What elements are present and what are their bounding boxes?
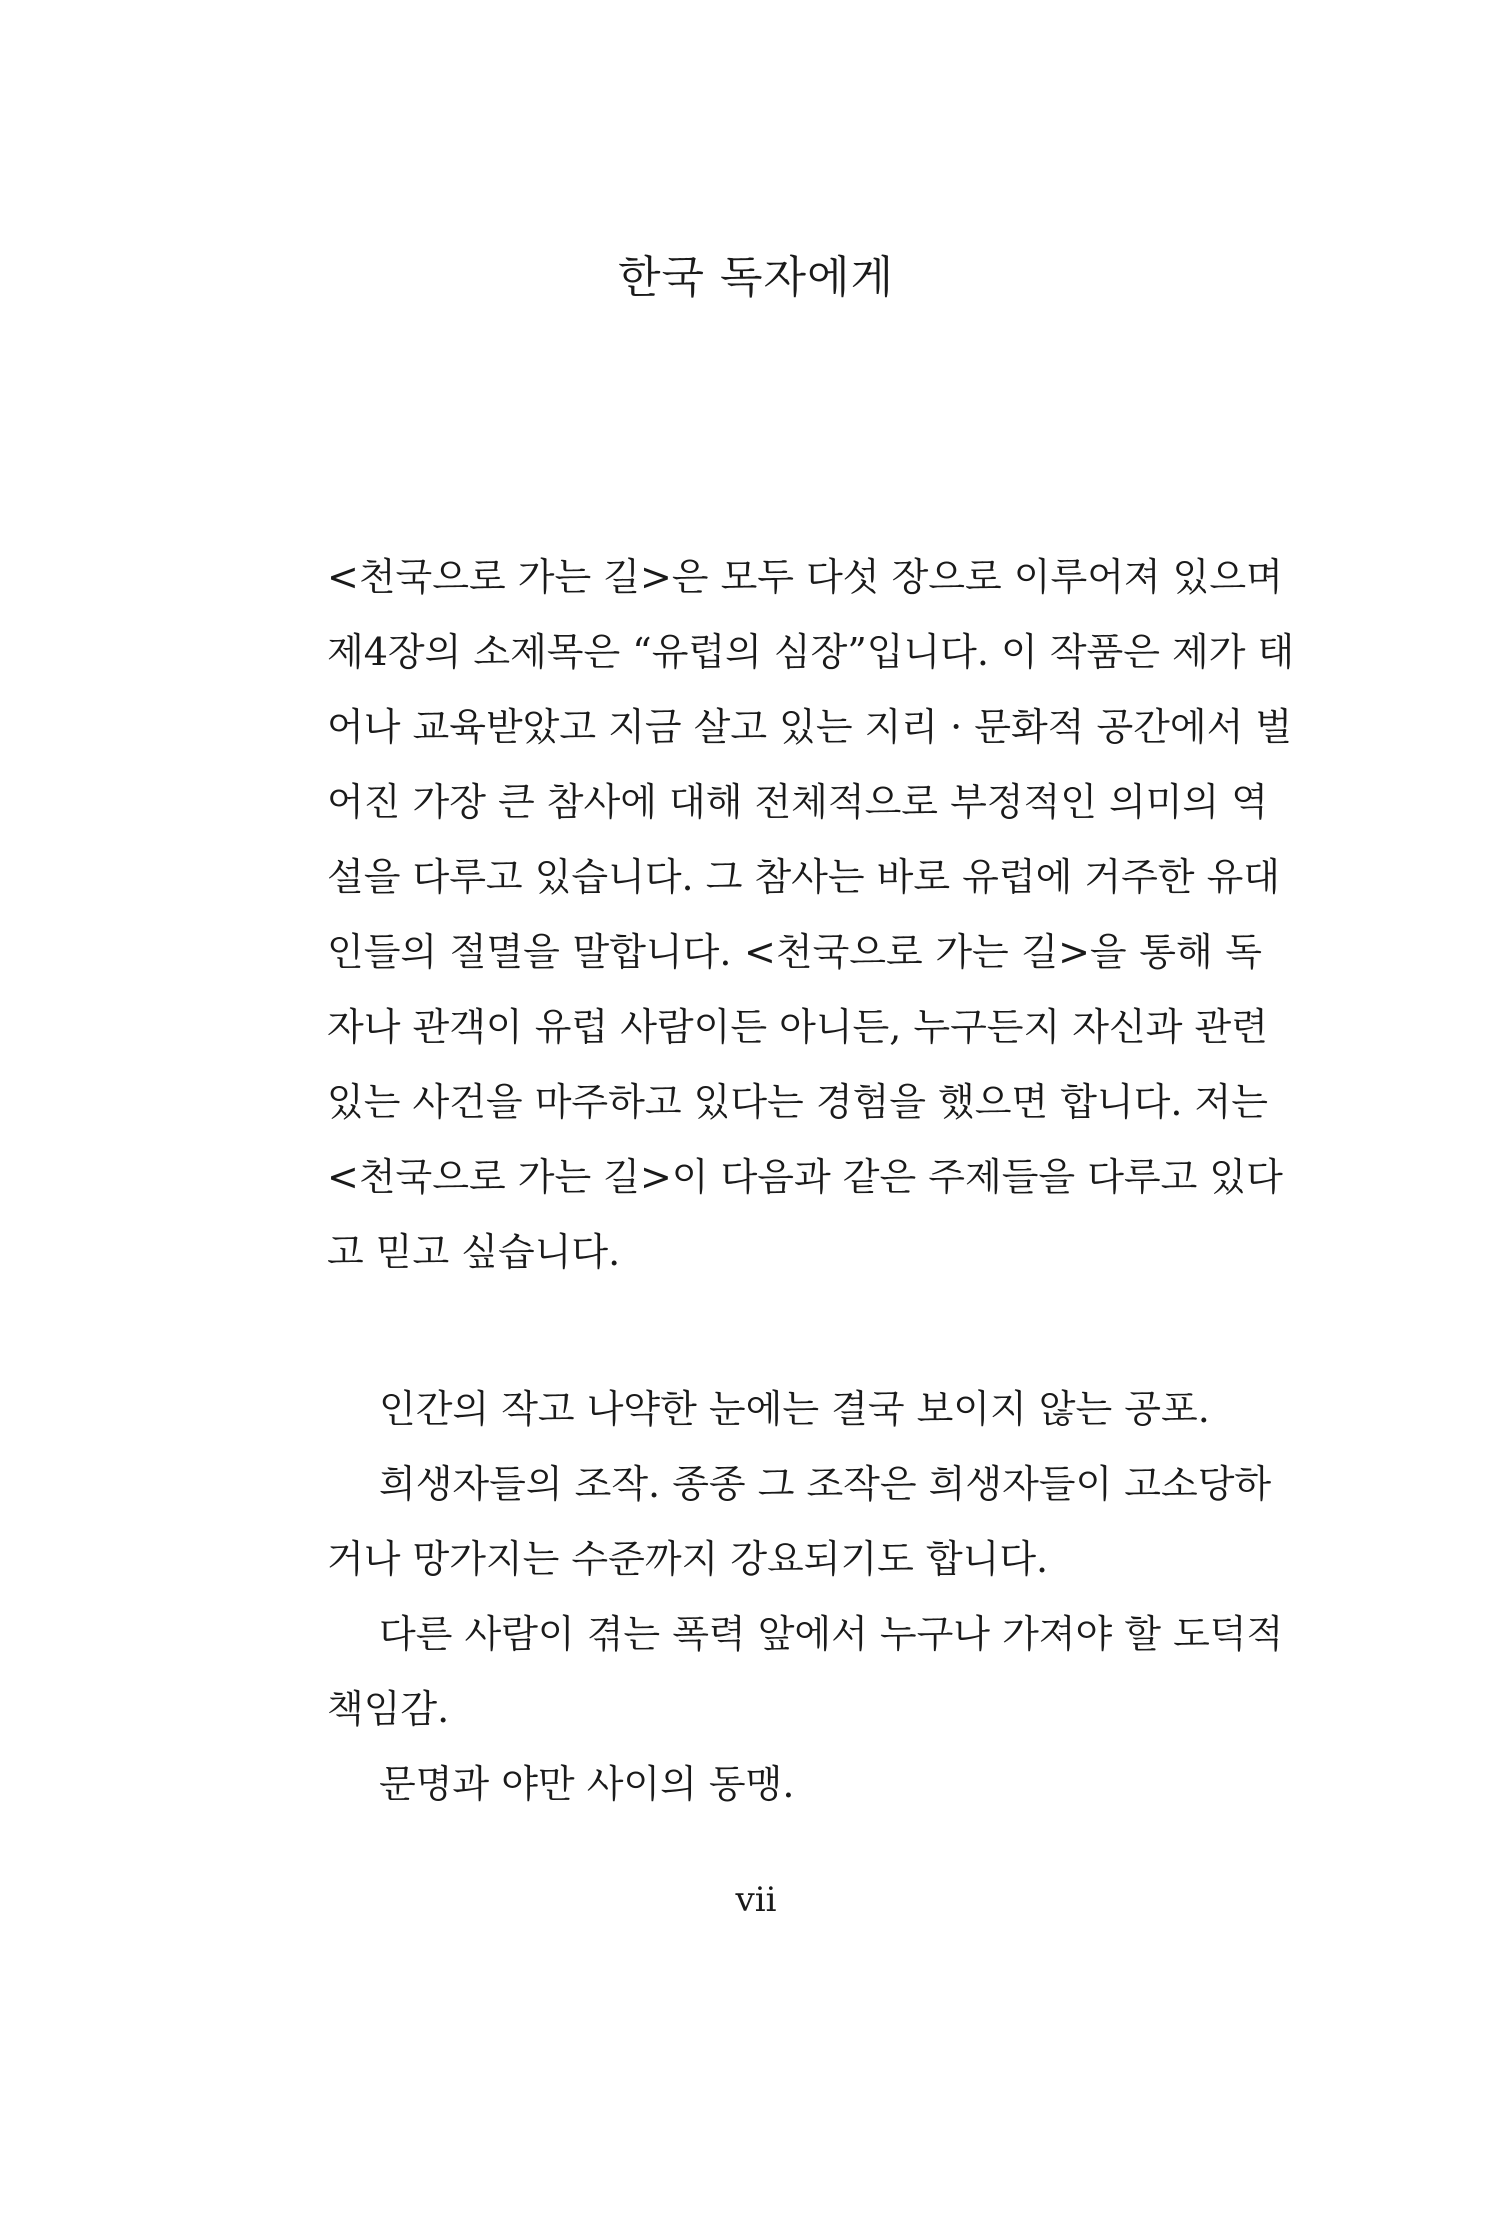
text-line: 인들의 절멸을 말합니다. <천국으로 가는 길>을 통해 독 xyxy=(327,930,1262,974)
text-line: 인간의 작고 나약한 눈에는 결국 보이지 않는 공포. xyxy=(379,1387,1210,1431)
page-title: 한국 독자에게 xyxy=(617,252,894,303)
text-line: 다른 사람이 겪는 폭력 앞에서 누구나 가져야 할 도덕적 xyxy=(379,1612,1284,1656)
page-number: vii xyxy=(735,1880,777,1920)
text-line: 희생자들의 조작. 종종 그 조작은 희생자들이 고소당하 xyxy=(379,1462,1272,1506)
body-text xyxy=(327,540,1295,1822)
text-line: 거나 망가지는 수준까지 강요되기도 합니다. xyxy=(327,1537,1049,1581)
text-line: 제4장의 소제목은 “유럽의 심장”입니다. 이 작품은 제가 태 xyxy=(327,630,1295,674)
intro-paragraph xyxy=(327,540,1295,1290)
themes-paragraphs xyxy=(327,1372,1284,1822)
text-line: 어진 가장 큰 참사에 대해 전체적으로 부정적인 의미의 역 xyxy=(327,780,1268,824)
text-line: 어나 교육받았고 지금 살고 있는 지리 · 문화적 공간에서 벌 xyxy=(327,705,1293,749)
paragraph-gap xyxy=(327,1290,1262,1372)
text-line: 고 믿고 싶습니다. xyxy=(327,1230,621,1274)
text-line: 자나 관객이 유럽 사람이든 아니든, 누구든지 자신과 관련 xyxy=(327,1005,1268,1049)
text-line: <천국으로 가는 길>은 모두 다섯 장으로 이루어져 있으며 xyxy=(327,555,1283,599)
text-line: 책임감. xyxy=(327,1687,450,1731)
text-line: 있는 사건을 마주하고 있다는 경험을 했으면 합니다. 저는 xyxy=(327,1080,1268,1124)
text-line: <천국으로 가는 길>이 다음과 같은 주제들을 다루고 있다 xyxy=(327,1155,1283,1199)
text-line: 설을 다루고 있습니다. 그 참사는 바로 유럽에 거주한 유대 xyxy=(327,855,1280,899)
text-line: 문명과 야만 사이의 동맹. xyxy=(379,1762,795,1806)
